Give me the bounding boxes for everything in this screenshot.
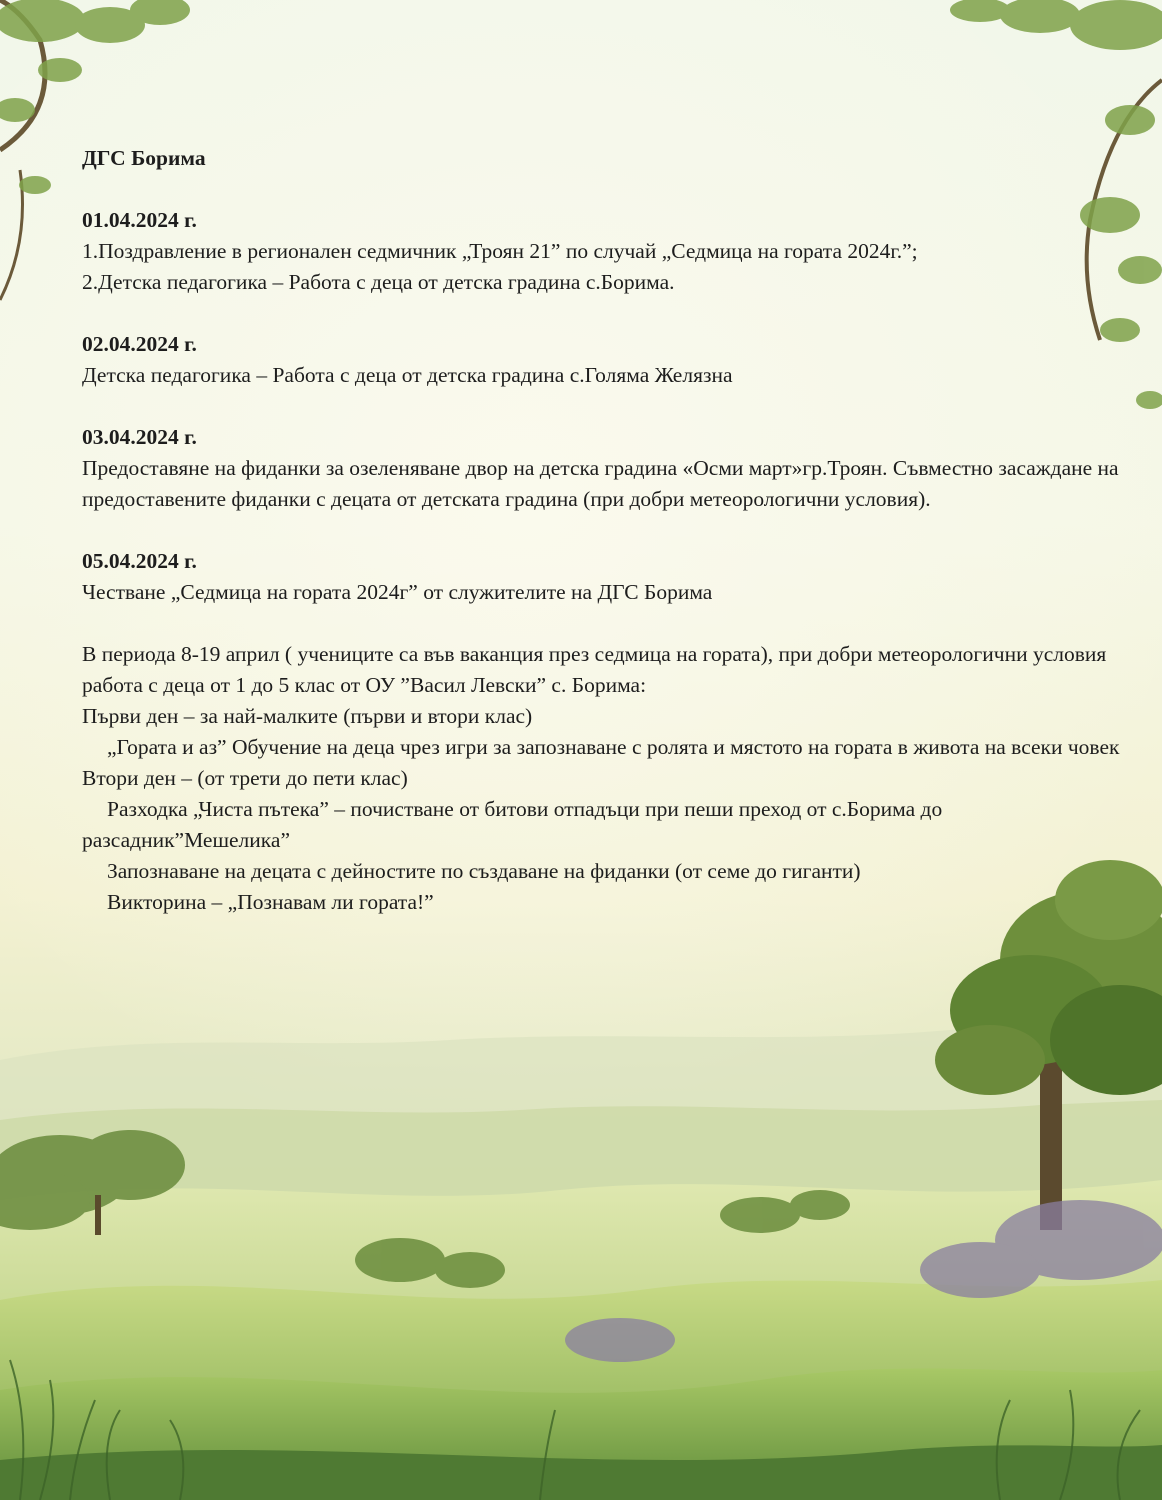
schedule-entry: [82, 422, 1132, 515]
schedule-entry: [82, 546, 1132, 608]
entry-line: 2.Детска педагогика – Работа с деца от детска градина с.Борима.: [82, 270, 675, 294]
document-body: [82, 143, 1132, 918]
entry-line: Предоставяне на фиданки за озеленяване двор на детска градина «Осми март»гр.Троян. Съвместно засаждане на предоставените фиданки с децата от детската градина (при добри метеорологични условия).: [82, 456, 1119, 511]
day1-activity: [82, 732, 1132, 763]
entry-date: 03.04.2024 г.: [82, 425, 197, 449]
entry-line: Детска педагогика – Работа с деца от детска градина с.Голяма Желязна: [82, 363, 733, 387]
entry-line: 1.Поздравление в регионален седмичник „Троян 21” по случай „Седмица на гората 2024г.”;: [82, 239, 918, 263]
period-description: В периода 8-19 април ( учениците са във ваканция през седмица на гората), при добри метеорологични условия работа с деца от 1 до 5 клас от ОУ ”Васил Левски” с. Борима:: [82, 642, 1107, 697]
day1-activity-text: „Гората и аз” Обучение на деца чрез игри за запознаване с ролята и мястото на гората в живота на всеки човек: [107, 735, 1120, 759]
day2-activity: Викторина – „Познавам ли гората!”: [107, 890, 434, 914]
entry-date: 01.04.2024 г.: [82, 208, 197, 232]
entry-line: Честване „Седмица на гората 2024г” от служителите на ДГС Борима: [82, 580, 713, 604]
schedule-entry: [82, 329, 1132, 391]
entry-date: 02.04.2024 г.: [82, 332, 197, 356]
day2-heading: Втори ден – (от трети до пети клас): [82, 766, 408, 790]
day2-activity-text: Разходка „Чиста пътека” – почистване от битови отпадъци при пеши преход от с.Борима до разсадник”Мешелика”: [82, 797, 943, 852]
schedule-entry: [82, 205, 1132, 298]
day1-heading: Първи ден – за най-малките (първи и втори клас): [82, 704, 533, 728]
organization-title: ДГС Борима: [82, 146, 206, 170]
entry-date: 05.04.2024 г.: [82, 549, 197, 573]
day2-activity: [82, 794, 1132, 856]
day2-activity: Запознаване на децата с дейностите по създаване на фиданки (от семе до гиганти): [107, 859, 861, 883]
